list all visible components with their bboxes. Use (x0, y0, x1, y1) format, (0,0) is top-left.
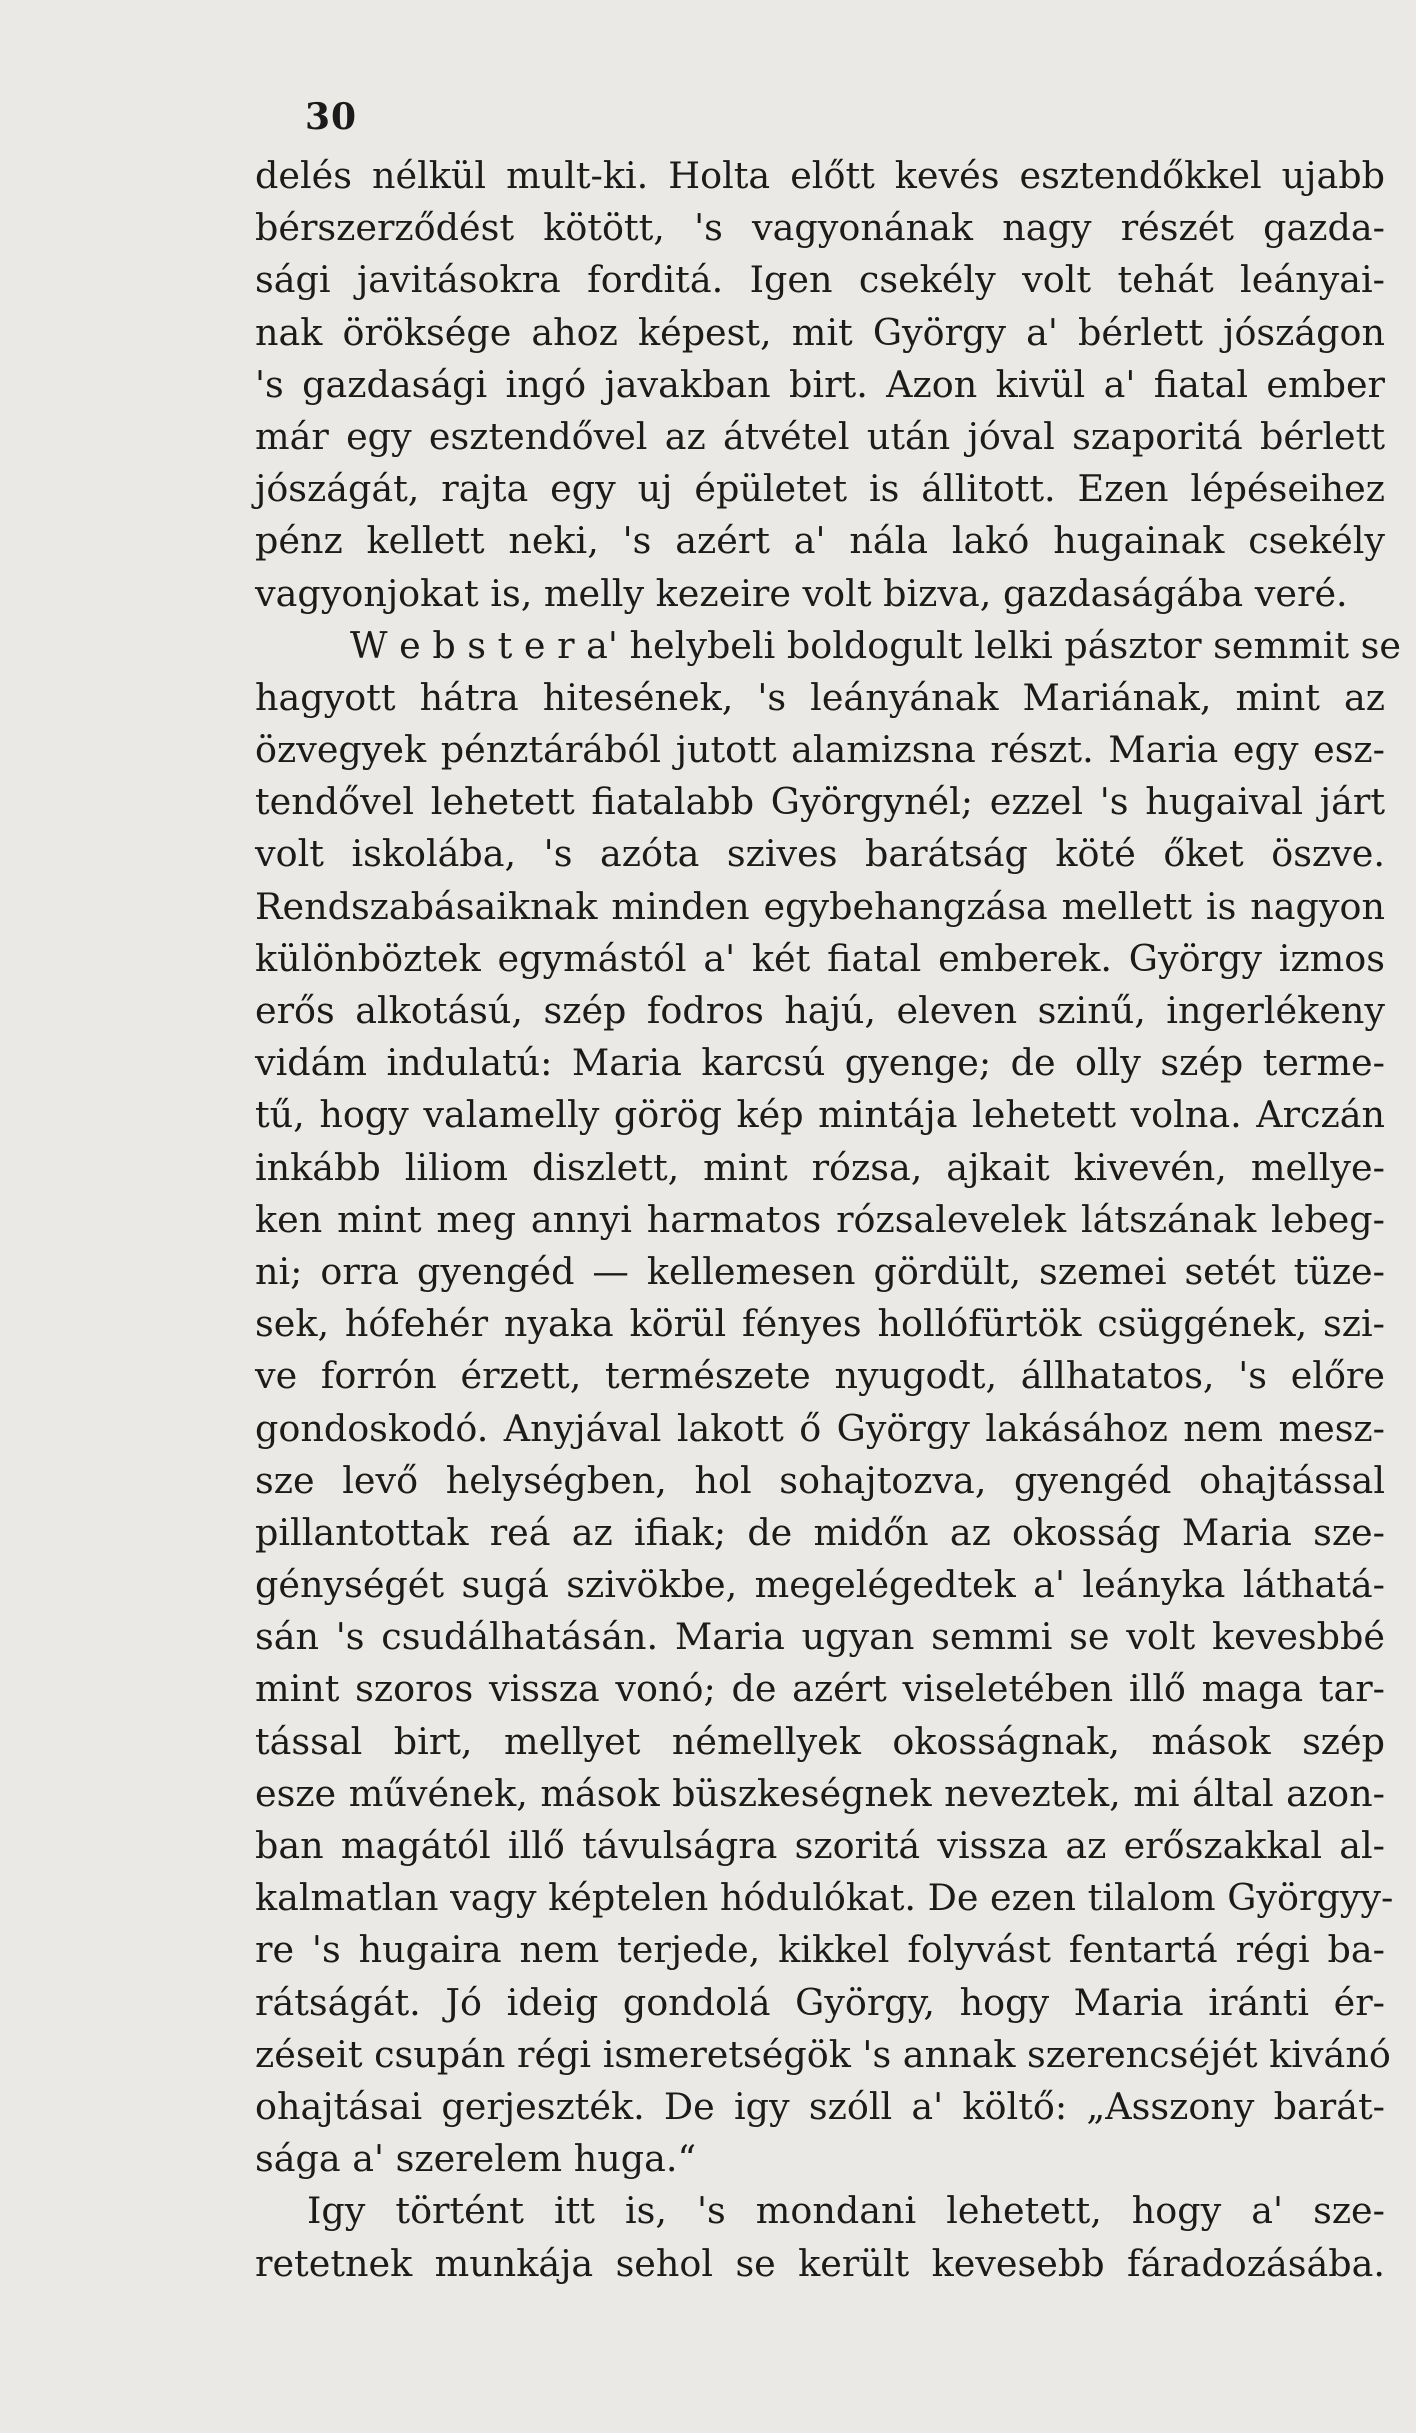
text-line: 's gazdasági ingó javakban birt. Azon kivül a' fiatal ember (255, 362, 1385, 406)
text-line: tű, hogy valamelly görög kép mintája lehetett volna. Arczán (255, 1093, 1385, 1137)
text-line: bérszerződést kötött, 's vagyonának nagy részét gazda- (255, 206, 1385, 250)
text-line: zéseit csupán régi ismeretségök 's annak szerencséjét kivánó (255, 2032, 1391, 2076)
text-line: sze levő helységben, hol sohajtozva, gyengéd ohajtással (255, 1458, 1385, 1502)
text-line: jószágát, rajta egy uj épületet is állitott. Ezen lépéseihez (255, 467, 1385, 511)
text-line: mint szoros vissza vonó; de azért viseletében illő maga tar- (255, 1667, 1385, 1711)
text-line: erős alkotású, szép fodros hajú, eleven szinű, ingerlékeny (255, 989, 1385, 1032)
text-line: ken mint meg annyi harmatos rózsalevelek látszának lebeg- (255, 1197, 1385, 1241)
text-line: sági javitásokra forditá. Igen csekély volt tehát leányai- (255, 258, 1385, 302)
text-line: re 's hugaira nem terjede, kikkel folyvást fentartá régi ba- (255, 1928, 1385, 1972)
text-line: Rendszabásaiknak minden egybehangzása mellett is nagyon (255, 884, 1385, 928)
text-line: génységét sugá szivökbe, megelégedtek a' leányka láthatá- (255, 1563, 1385, 1607)
text-line: nak öröksége ahoz képest, mit György a' bérlett jószágon (255, 310, 1385, 354)
text-line: ve forrón érzett, természete nyugodt, állhatatos, 's előre (255, 1354, 1385, 1398)
text-line: pénz kellett neki, 's azért a' nála lakó hugainak csekély (255, 519, 1385, 563)
body-text (255, 150, 1401, 2290)
text-line: sága a' szerelem huga.“ (255, 2137, 697, 2181)
text-line: Igy történt itt is, 's mondani lehetett, hogy a' sze- (307, 2189, 1385, 2233)
text-line: volt iskolába, 's azóta szives barátság köté őket öszve. (255, 832, 1385, 876)
page-number: 30 (305, 96, 358, 138)
text-line: tással birt, mellyet némellyek okosságnak, mások szép (255, 1719, 1385, 1763)
text-line: W e b s t e r a' helybeli boldogult lelki pásztor semmit se (350, 623, 1401, 667)
text-line: inkább liliom diszlett, mint rózsa, ajkait kivevén, mellye- (255, 1145, 1385, 1189)
text-line: tendővel lehetett fiatalabb Györgynél; ezzel 's hugaival járt (255, 780, 1385, 824)
text-line: különböztek egymástól a' két fiatal emberek. György izmos (255, 936, 1385, 980)
text-line: hagyott hátra hitesének, 's leányának Mariának, mint az (255, 675, 1385, 719)
text-line: ohajtásai gerjeszték. De igy szóll a' költő: „Asszony barát- (255, 2084, 1385, 2128)
text-line: vagyonjokat is, melly kezeire volt bizva, gazdaságába veré. (255, 571, 1348, 615)
text-line: ban magától illő távulságra szoritá vissza az erőszakkal al- (255, 1824, 1385, 1867)
text-line: gondoskodó. Anyjával lakott ő György lakásához nem mesz- (255, 1406, 1385, 1450)
text-line: már egy esztendővel az átvétel után jóval szaporitá bérlett (255, 414, 1385, 458)
text-line: sek, hófehér nyaka körül fényes hollófürtök csüggének, szi- (255, 1302, 1385, 1346)
text-line: ni; orra gyengéd — kellemesen gördült, szemei setét tüze- (255, 1249, 1385, 1293)
text-line: rátságát. Jó ideig gondolá György, hogy Maria iránti ér- (255, 1980, 1385, 2024)
text-line: sán 's csudálhatásán. Maria ugyan semmi se volt kevesbbé (255, 1615, 1385, 1659)
text-line: delés nélkül mult-ki. Holta előtt kevés esztendőkkel ujabb (255, 154, 1385, 197)
text-line: retetnek munkája sehol se került kevesebb fáradozásába. (255, 2241, 1385, 2285)
text-line: pillantottak reá az ifiak; de midőn az okosság Maria sze- (255, 1510, 1385, 1554)
text-line: özvegyek pénztárából jutott alamizsna részt. Maria egy esz- (255, 728, 1385, 772)
text-line: kalmatlan vagy képtelen hódulókat. De ezen tilalom Györgyy- (255, 1876, 1394, 1920)
text-line: esze művének, mások büszkeségnek neveztek, mi által azon- (255, 1771, 1385, 1815)
text-line: vidám indulatú: Maria karcsú gyenge; de olly szép terme- (255, 1041, 1385, 1085)
